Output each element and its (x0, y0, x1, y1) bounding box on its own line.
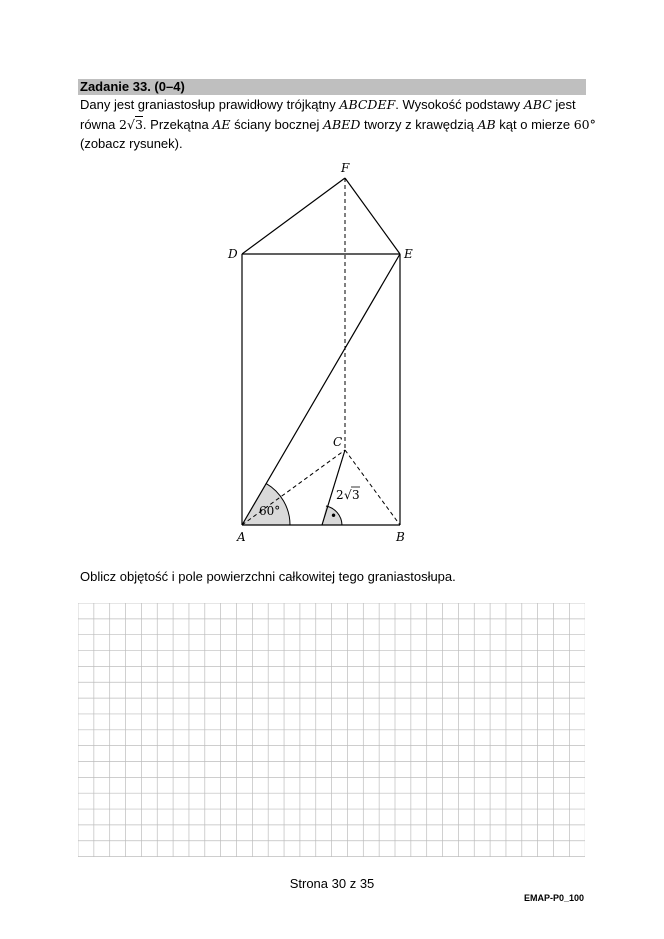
statement-text: . Wysokość podstawy (395, 97, 521, 112)
diagonal-AE (242, 254, 400, 525)
sqrt-symbol: √ (344, 488, 352, 502)
edge-name: AB (477, 117, 496, 132)
task-title: Zadanie 33. (0–4) (80, 79, 185, 94)
height-coefficient: 2 (119, 117, 127, 132)
answer-grid[interactable] (78, 603, 585, 857)
edge-FE (345, 178, 400, 254)
statement-text: . Przekątna (142, 117, 209, 132)
statement-text: ściany bocznej (234, 117, 320, 132)
angle-label: 60° (259, 504, 281, 518)
statement-text: jest (555, 97, 576, 112)
face-name: ABED (323, 117, 361, 132)
edge-DF (242, 178, 345, 254)
right-angle-dot: • (330, 509, 338, 523)
height-coefficient-label: 2 (336, 488, 344, 502)
exam-code: EMAP-P0_100 (523, 893, 584, 903)
vertex-label-F: F (341, 161, 350, 175)
height-radicand-label: 3 (352, 488, 360, 502)
statement-text: kąt o mierze (499, 117, 571, 132)
height-radicand: 3 (134, 117, 143, 132)
statement-text: Dany jest graniastosłup prawidłowy trójkątny (80, 97, 336, 112)
diagonal-name: AE (212, 117, 231, 132)
vertex-label-A: A (237, 530, 246, 544)
angle-value: 60° (573, 117, 596, 132)
task-instruction: Oblicz objętość i pole powierzchni całkowitej tego graniastosłupa. (80, 569, 456, 584)
statement-text: tworzy z krawędzią (364, 117, 474, 132)
sqrt-symbol: √ (127, 117, 135, 132)
vertex-label-E: E (404, 247, 413, 261)
vertex-label-B: B (396, 530, 405, 544)
prism-name: ABCDEF (339, 97, 396, 112)
vertex-label-D: D (228, 247, 238, 261)
page-number: Strona 30 z 35 (289, 876, 375, 891)
statement-text: równa (80, 117, 116, 132)
vertex-label-C: C (333, 435, 343, 449)
statement-line-3: (zobacz rysunek). (80, 136, 183, 151)
base-name: ABC (523, 97, 552, 112)
